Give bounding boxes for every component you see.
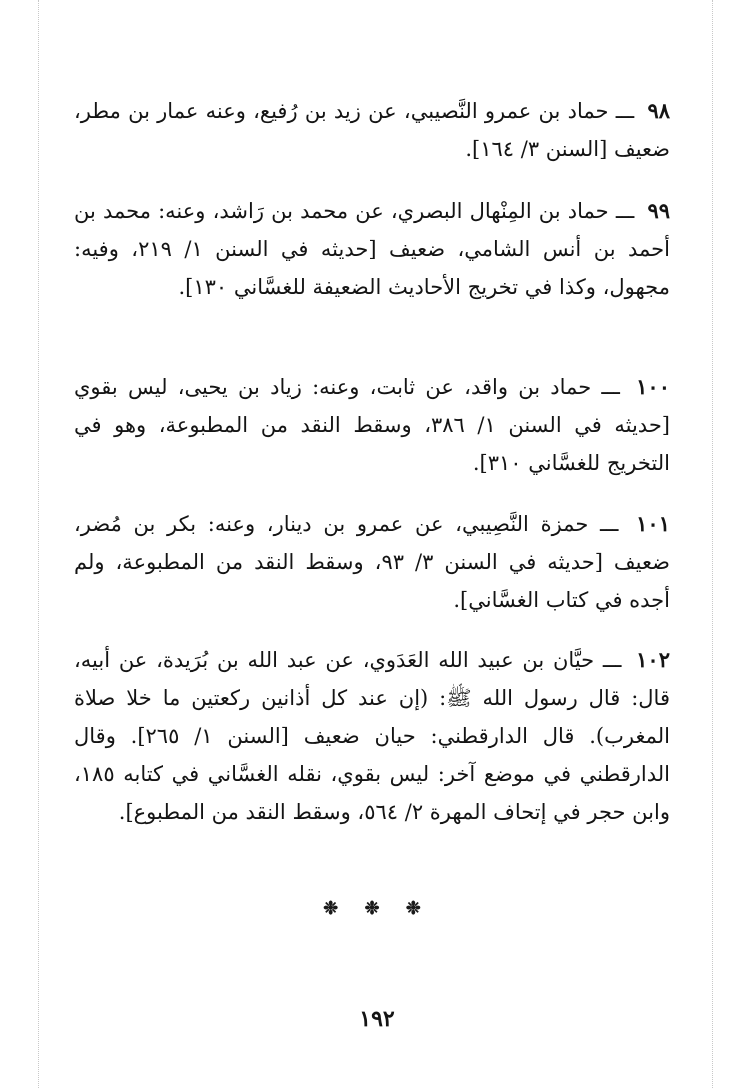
- entry-98: [74, 92, 670, 168]
- entry-text: ـــ حماد بن عمرو النَّصيبي، عن زيد بن رُفيع، وعنه عمار بن مطر، ضعيف [السنن ٣/ ١٦٤].: [74, 99, 670, 161]
- entry-text: ـــ حيَّان بن عبيد الله العَدَوي، عن عبد الله بن بُرَيدة، عن أبيه، قال: قال رسول الله ﷺ: (إن عند كل أذانين ركعتين ما خلا صلاة المغرب). قال الدارقطني: حيان ضعيف [السنن ١/ ٢٦٥]. وقال الدارقطني في موضع آخر: ليس بقوي، نقله الغسَّاني في كتابه ١٨٥، وابن حجر في إتحاف المهرة ٢/ ٥٦٤، وسقط النقد من المطبوع].: [74, 648, 670, 824]
- entry-number: ١٠٢: [636, 647, 670, 672]
- entry-number: ١٠١: [636, 511, 670, 536]
- entry-number: ٩٨: [647, 98, 670, 123]
- entry-101: [74, 505, 670, 619]
- entry-text: ـــ حمزة النَّصِيبي، عن عمرو بن دينار، وعنه: بكر بن مُضر، ضعيف [حديثه في السنن ٣/ ٩٣، وسقط النقد من المطبوعة، ولم أجده في كتاب الغسَّاني].: [74, 512, 670, 612]
- page-edge-right: [712, 0, 713, 1088]
- section-separator: ❉ ❉ ❉: [323, 898, 431, 919]
- entry-99: [74, 192, 670, 306]
- page-edge-left: [38, 0, 39, 1088]
- entry-text: ـــ حماد بن واقد، عن ثابت، وعنه: زياد بن يحيى، ليس بقوي [حديثه في السنن ١/ ٣٨٦، وسقط النقد من المطبوعة، وهو في التخريج للغسَّاني ٣١٠].: [74, 375, 670, 475]
- entry-number: ٩٩: [647, 198, 670, 223]
- entry-number: ١٠٠: [636, 374, 670, 399]
- entry-text: ـــ حماد بن المِنْهال البصري، عن محمد بن رَاشد، وعنه: محمد بن أحمد بن أنس الشامي، ضعيف [حديثه في السنن ١/ ٢١٩، وفيه: مجهول، وكذا في تخريج الأحاديث الضعيفة للغسَّاني ١٣٠].: [74, 199, 670, 299]
- page-number: ١٩٢: [359, 1006, 395, 1032]
- entry-102: [74, 641, 670, 831]
- entry-100: [74, 368, 670, 482]
